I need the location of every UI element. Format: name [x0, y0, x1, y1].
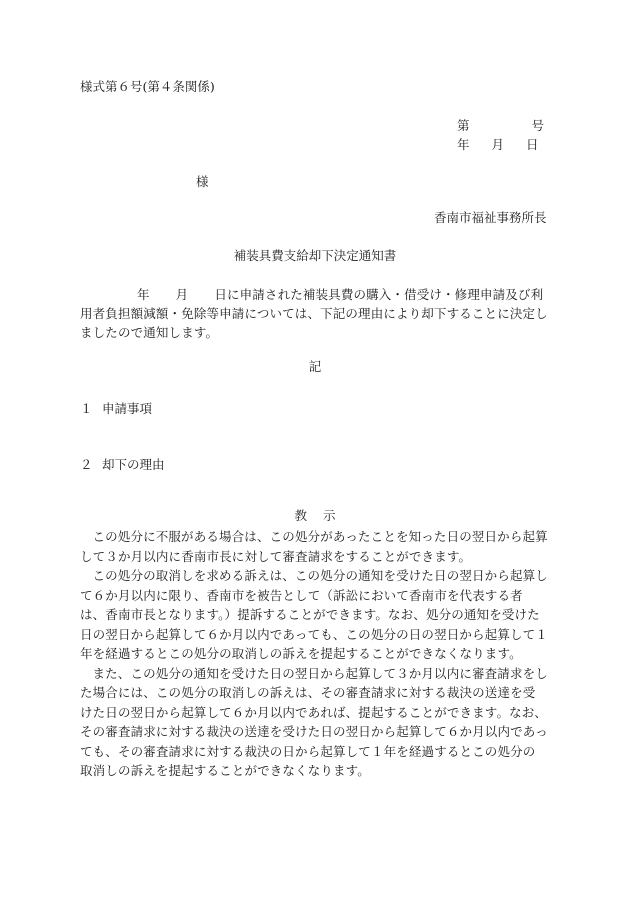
- ki-heading: 記: [308, 359, 322, 374]
- kyoji-paragraph: この処分の取消しを求める訴えは、この処分の通知を受けた日の翌日から起算して６か月以内に限り、香南市を被告として（訴訟において香南市を代表する者は、香南市長となります。）提訴することができます。なお、処分の通知を受けた日の翌日から起算して６か月以内であっても、この処分の日の翌日から起算して１年を経過するとこの処分の取消しの訴えを提起することができなくなります。: [80, 568, 548, 661]
- form-number: 様式第６号(第４条関係): [80, 79, 215, 94]
- kyoji-body: [80, 527, 548, 781]
- item-label: 申請事項: [102, 401, 153, 416]
- item-number: １: [80, 401, 93, 416]
- doc-number-suffix: 号: [531, 118, 545, 133]
- kyoji-paragraph: また、この処分の通知を受けた日の翌日から起算して３か月以内に審査請求をした場合には、この処分の取消しの訴えは、その審査請求に対する裁決の送達を受けた日の翌日から起算して６か月以内であれば、提起することができます。なお、その審査請求に対する裁決の送達を受けた日の翌日から起算して６か月以内であっても、その審査請求に対する裁決の日から起算して１年を経過するとこの処分の取消しの訴えを提起することができなくなります。: [80, 665, 548, 778]
- date-month: 月: [491, 137, 505, 152]
- date-day: 日: [526, 137, 539, 152]
- body-year: 年: [137, 287, 150, 302]
- kyoji-title-right: 示: [323, 508, 336, 523]
- item-application: [80, 403, 152, 416]
- body-main-text: 日に申請された補装具費の購入・借受け・修理申請及び利用者負担額減額・免除等申請については、下記の理由により却下することに決定しましたので通知します。: [80, 287, 548, 340]
- item-rejection-reason: [80, 459, 165, 472]
- date-year: 年: [457, 137, 470, 152]
- doc-number-prefix: 第: [457, 118, 470, 133]
- kyoji-heading: [0, 510, 630, 523]
- document-number: [457, 120, 544, 133]
- body-text: [80, 285, 548, 342]
- item-label: 却下の理由: [102, 457, 165, 472]
- item-number: ２: [80, 457, 93, 472]
- addressee-suffix: 様: [196, 174, 209, 189]
- kyoji-paragraph: この処分に不服がある場合は、この処分があったことを知った日の翌日から起算して３か月以内に香南市長に対して審査請求をすることができます。: [80, 529, 548, 564]
- issue-date: [457, 139, 539, 152]
- document-title: 補装具費支給却下決定通知書: [233, 248, 397, 263]
- kyoji-title-left: 教: [294, 508, 307, 523]
- issuer: 香南市福祉事務所長: [434, 210, 547, 225]
- body-month: 月: [175, 287, 189, 302]
